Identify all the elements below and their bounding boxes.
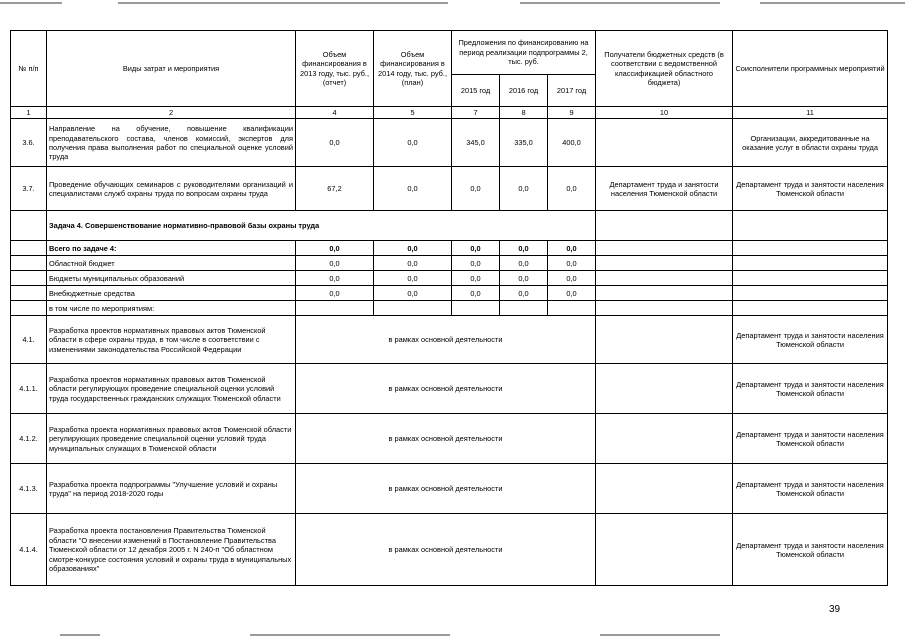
table-row [11,464,888,514]
budget-row [11,271,888,286]
value-2017: 400,0 [548,119,596,167]
value-2013: 0,0 [296,256,374,271]
total-2013: 0,0 [296,241,374,256]
value-2013: 67,2 [296,167,374,211]
empty-cell [733,301,888,316]
total-2015: 0,0 [452,241,500,256]
value-2017: 0,0 [548,271,596,286]
page-number: 39 [829,604,841,615]
value-2016: 0,0 [500,286,548,301]
value-2016: 0,0 [500,256,548,271]
table-row [11,316,888,364]
funding-note: в рамках основной деятельности [296,364,596,414]
scan-mark [600,634,720,636]
col-number: 11 [733,107,888,119]
empty-cell [452,301,500,316]
value-2016: 335,0 [500,119,548,167]
value-2016: 0,0 [500,271,548,286]
empty-cell [500,301,548,316]
empty-cell [296,301,374,316]
header-num: № п/п [11,31,47,107]
col-number: 7 [452,107,500,119]
budget-row [11,286,888,301]
scan-mark [520,2,720,4]
funding-note: в рамках основной деятельности [296,316,596,364]
executor: Организации, аккредитованные на оказание услуг в области охраны труда [733,119,888,167]
funding-table [10,30,888,586]
executor: Департамент труда и занятости населения Тюменской области [733,316,888,364]
row-name: Разработка проекта нормативных правовых актов Тюменской области регулирующих проведение специальной оценки условий труда муниципальных служащих в Тюменской области [47,414,296,464]
row-name: Разработка проекта подпрограммы "Улучшение условий и охраны труда" на период 2018-2020 годы [47,464,296,514]
value-2013: 0,0 [296,119,374,167]
value-2015: 0,0 [452,167,500,211]
col-number: 9 [548,107,596,119]
header-executors: Соисполнители программных мероприятий [733,31,888,107]
empty-cell [733,256,888,271]
empty-cell [733,286,888,301]
empty-cell [596,301,733,316]
header-2013: Объем финансирования в 2013 году, тыс. руб., (отчет) [296,31,374,107]
empty-cell [596,286,733,301]
value-2014: 0,0 [374,167,452,211]
empty-cell [548,301,596,316]
empty-cell [11,301,47,316]
row-number: 4.1. [11,316,47,364]
header-proposals: Предложения по финансированию на период реализации подпрограммы 2, тыс. руб. [452,31,596,75]
including-row [11,301,888,316]
executor: Департамент труда и занятости населения Тюменской области [733,167,888,211]
executor: Департамент труда и занятости населения Тюменской области [733,514,888,586]
total-2017: 0,0 [548,241,596,256]
empty-cell [11,256,47,271]
total-label: Всего по задаче 4: [47,241,296,256]
empty-cell [596,241,733,256]
budget-label: Бюджеты муниципальных образований [47,271,296,286]
col-number: 1 [11,107,47,119]
value-2014: 0,0 [374,286,452,301]
row-name: Разработка проектов нормативных правовых актов Тюменской области регулирующих проведение специальной оценки условий труда государственных гражданских служащих Тюменской области [47,364,296,414]
task-heading: Задача 4. Совершенствование нормативно-правовой базы охраны труда [47,211,596,241]
value-2017: 0,0 [548,167,596,211]
empty-cell [733,271,888,286]
budget-label: Внебюджетные средства [47,286,296,301]
row-name: Разработка проекта постановления Правительства Тюменской области "О внесении изменений в Постановление Правительства Тюменской области от 12 декабря 2005 г. N 240-п "Об областном смотре-конкурсе состояния условий и охраны труда в муниципальных образованиях" [47,514,296,586]
col-number: 2 [47,107,296,119]
empty-cell [11,241,47,256]
including-label: в том числе по мероприятиям: [47,301,296,316]
empty-cell [374,301,452,316]
value-2013: 0,0 [296,271,374,286]
header-name: Виды затрат и мероприятия [47,31,296,107]
empty-cell [596,256,733,271]
empty-cell [11,271,47,286]
empty-cell [733,211,888,241]
executor: Департамент труда и занятости населения Тюменской области [733,464,888,514]
scan-mark [60,634,100,636]
funding-note: в рамках основной деятельности [296,414,596,464]
value-2014: 0,0 [374,271,452,286]
header-2015: 2015 год [452,75,500,107]
scan-mark [250,634,450,636]
executor: Департамент труда и занятости населения Тюменской области [733,414,888,464]
value-2014: 0,0 [374,256,452,271]
table-row [11,414,888,464]
empty-cell [596,271,733,286]
row-number: 3.6. [11,119,47,167]
value-2014: 0,0 [374,119,452,167]
empty-cell [11,211,47,241]
header-row [11,31,888,75]
empty-cell [596,414,733,464]
row-name: Направление на обучение, повышение квалификации преподавательского состава, членов комиссий, экспертов для получения права выполнения работ по специальной оценке условий труда [47,119,296,167]
empty-cell [596,514,733,586]
total-2016: 0,0 [500,241,548,256]
row-number: 4.1.3. [11,464,47,514]
row-name: Проведение обучающих семинаров с руководителями организаций и специалистами служб охраны труда по вопросам охраны труда [47,167,296,211]
table-row [11,364,888,414]
total-row [11,241,888,256]
header-2016: 2016 год [500,75,548,107]
funding-note: в рамках основной деятельности [296,464,596,514]
col-number: 10 [596,107,733,119]
value-2015: 345,0 [452,119,500,167]
recipient [596,119,733,167]
budget-row [11,256,888,271]
empty-cell [596,211,733,241]
task-heading-row [11,211,888,241]
col-number: 8 [500,107,548,119]
row-number: 4.1.4. [11,514,47,586]
value-2013: 0,0 [296,286,374,301]
budget-label: Областной бюджет [47,256,296,271]
column-numbers-row [11,107,888,119]
empty-cell [11,286,47,301]
empty-cell [596,464,733,514]
value-2017: 0,0 [548,286,596,301]
value-2016: 0,0 [500,167,548,211]
table-row [11,514,888,586]
header-2014: Объем финансирования в 2014 году, тыс. руб., (план) [374,31,452,107]
table-row [11,119,888,167]
value-2015: 0,0 [452,271,500,286]
value-2015: 0,0 [452,256,500,271]
empty-cell [596,316,733,364]
empty-cell [733,241,888,256]
scan-mark [760,2,905,4]
value-2015: 0,0 [452,286,500,301]
row-number: 3.7. [11,167,47,211]
recipient: Департамент труда и занятости населения Тюменской области [596,167,733,211]
total-2014: 0,0 [374,241,452,256]
executor: Департамент труда и занятости населения Тюменской области [733,364,888,414]
funding-note: в рамках основной деятельности [296,514,596,586]
scan-mark [118,2,448,4]
header-recipients: Получатели бюджетных средств (в соответствии с ведомственной классификацией областного бюджета) [596,31,733,107]
row-number: 4.1.1. [11,364,47,414]
empty-cell [596,364,733,414]
row-name: Разработка проектов нормативных правовых актов Тюменской области в сфере охраны труда, в том числе в соответствии с изменениями законодательства Российской Федерации [47,316,296,364]
table-row [11,167,888,211]
header-2017: 2017 год [548,75,596,107]
col-number: 4 [296,107,374,119]
scan-mark [0,2,62,4]
col-number: 5 [374,107,452,119]
row-number: 4.1.2. [11,414,47,464]
value-2017: 0,0 [548,256,596,271]
